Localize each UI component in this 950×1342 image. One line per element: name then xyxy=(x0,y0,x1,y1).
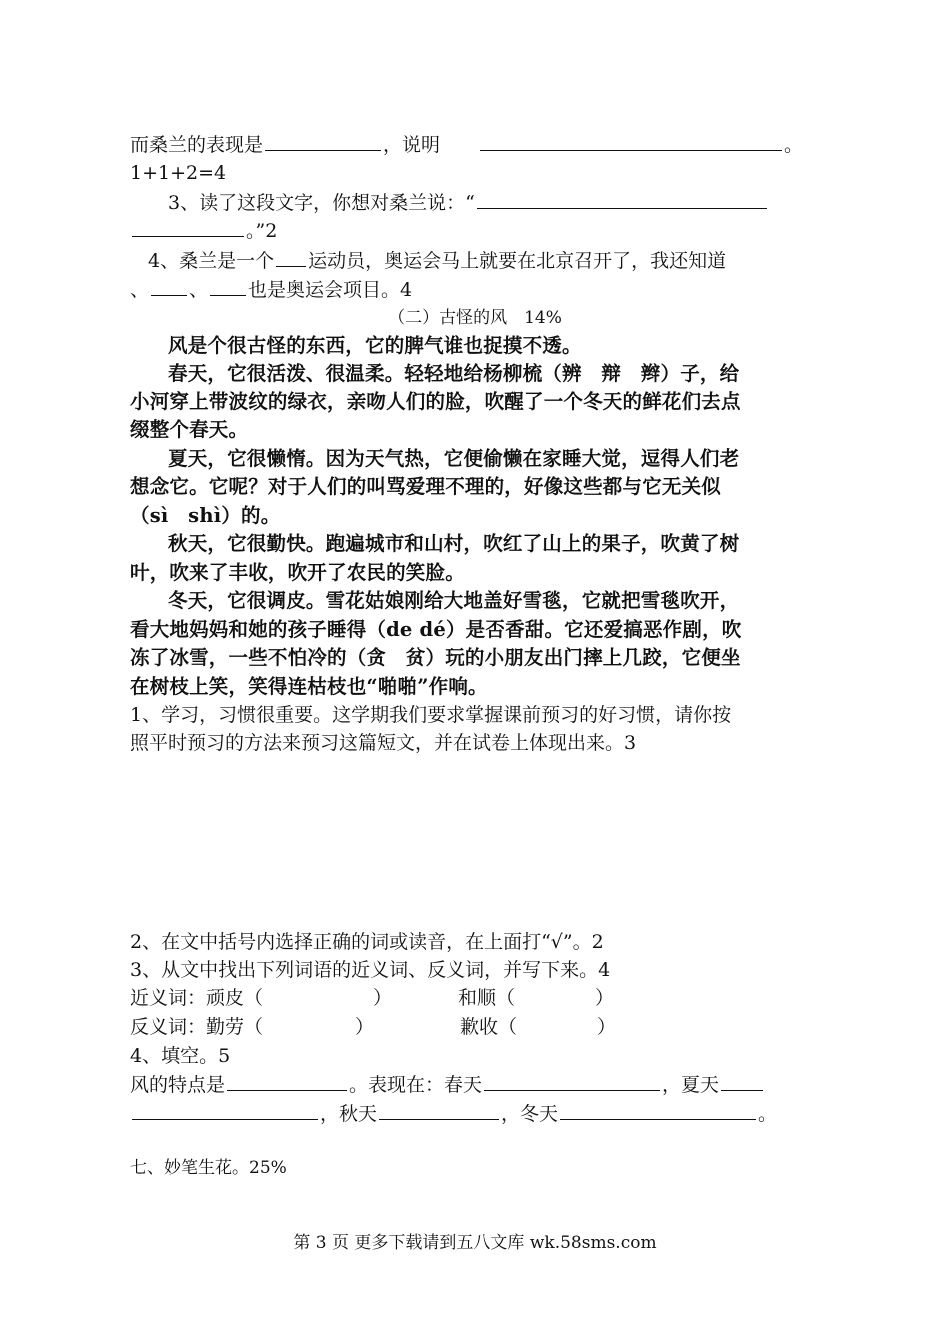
answer-blank[interactable] xyxy=(265,132,381,151)
label: ） xyxy=(595,987,615,1009)
label: 。 xyxy=(758,1103,778,1125)
label: 歉收（ xyxy=(460,1016,518,1038)
answer-blank[interactable] xyxy=(276,248,306,267)
answer-blank[interactable] xyxy=(151,277,187,296)
label: 和顺（ xyxy=(458,987,516,1009)
score-line xyxy=(130,160,226,186)
line-text: 而桑兰的表现是 xyxy=(130,134,264,156)
answer-blank[interactable] xyxy=(480,132,782,151)
question-text: 4、桑兰是一个 xyxy=(148,250,275,272)
label: 近义词：顽皮（ xyxy=(130,987,264,1009)
question-2: 2、在文中括号内选择正确的词或读音，在上面打“√”。2 xyxy=(130,931,604,953)
passage-paragraph: 夏天，它很懒惰。因为天气热，它便偷懒在家睡大觉，逗得人们老 xyxy=(168,447,740,470)
question-4-cont xyxy=(130,277,412,303)
question-4: 4、填空。5 xyxy=(130,1045,231,1067)
question-text: 3、读了这段文字，你想对桑兰说：“ xyxy=(168,192,475,214)
passage-line: 缀整个春天。 xyxy=(130,418,249,441)
passage-line: 想念它。它呢？对于人们的叫骂爱理不理的，好像这些都与它无关似 xyxy=(130,475,722,498)
answer-blank[interactable] xyxy=(132,218,244,237)
label: 。表现在：春天 xyxy=(349,1074,483,1096)
answer-line-1 xyxy=(130,132,803,158)
question-3: 3、从文中找出下列词语的近义词、反义词，并写下来。4 xyxy=(130,959,611,981)
page-footer: 第 3 页 更多下载请到五八文库 wk.58sms.com xyxy=(293,1233,657,1253)
question-text: 、 xyxy=(189,279,209,301)
label: ，秋天 xyxy=(320,1103,378,1125)
passage-paragraph: 春天，它很活泼、很温柔。轻轻地给杨柳梳（辨 辩 辫）子，给 xyxy=(168,362,740,385)
passage-line: 叶，吹来了丰收，吹开了农民的笑脸。 xyxy=(130,561,465,584)
question-text: 运动员，奥运会马上就要在北京召开了，我还知道 xyxy=(308,250,727,272)
fill-row-2 xyxy=(130,1101,777,1127)
line-text: ，说明 xyxy=(383,134,441,156)
answer-blank[interactable] xyxy=(560,1101,756,1120)
answer-blank[interactable] xyxy=(227,1072,347,1091)
passage-paragraph: 风是个很古怪的东西，它的脾气谁也捉摸不透。 xyxy=(168,334,582,357)
label: ） xyxy=(373,987,393,1009)
line-text: 。 xyxy=(784,134,804,156)
synonym-row xyxy=(130,985,614,1011)
answer-blank[interactable] xyxy=(132,1101,318,1120)
answer-blank[interactable] xyxy=(379,1101,499,1120)
label: ） xyxy=(597,1016,617,1038)
label: ，冬天 xyxy=(501,1103,559,1125)
answer-blank[interactable] xyxy=(484,1072,660,1091)
section-7-title: 七、妙笔生花。25% xyxy=(130,1158,287,1178)
label: 风的特点是 xyxy=(130,1074,226,1096)
answer-blank[interactable] xyxy=(210,277,246,296)
passage-line: 小河穿上带波纹的绿衣，亲吻人们的脸，吹醒了一个冬天的鲜花们去点 xyxy=(130,390,741,413)
passage-line: 在树枝上笑，笑得连枯枝也“啪啪”作响。 xyxy=(130,675,488,698)
question-3-line xyxy=(168,190,769,216)
antonym-row xyxy=(130,1014,616,1040)
label: ，夏天 xyxy=(662,1074,720,1096)
fill-row-1 xyxy=(130,1072,765,1098)
passage-line: （sì shì）的。 xyxy=(130,504,281,527)
question-text: 、 xyxy=(130,279,150,301)
label: 反义词：勤劳（ xyxy=(130,1016,264,1038)
section-title: （二）古怪的风 14% xyxy=(388,308,562,328)
passage-line: 冻了冰雪，一些不怕冷的（贪 贫）玩的小朋友出门摔上几跤，它便坐 xyxy=(130,646,741,669)
score-text: 1+1+2=4 xyxy=(130,162,227,184)
answer-blank[interactable] xyxy=(721,1072,763,1091)
question-4-line xyxy=(148,248,726,274)
question-3-cont xyxy=(130,218,277,244)
passage-paragraph: 秋天，它很勤快。跑遍城市和山村，吹红了山上的果子，吹黄了树 xyxy=(168,532,740,555)
answer-blank[interactable] xyxy=(477,190,767,209)
passage-line: 看大地妈妈和她的孩子睡得（de dé）是否香甜。它还爱搞恶作剧，吹 xyxy=(130,618,742,641)
question-1-cont: 照平时预习的方法来预习这篇短文，并在试卷上体现出来。3 xyxy=(130,732,637,754)
question-text: 也是奥运会项目。4 xyxy=(248,279,413,301)
label: ） xyxy=(355,1016,375,1038)
question-1: 1、学习，习惯很重要。这学期我们要求掌握课前预习的好习惯，请你按 xyxy=(130,704,732,726)
passage-paragraph: 冬天，它很调皮。雪花姑娘刚给大地盖好雪毯，它就把雪毯吹开， xyxy=(168,589,740,612)
question-text: 。”2 xyxy=(246,220,278,242)
